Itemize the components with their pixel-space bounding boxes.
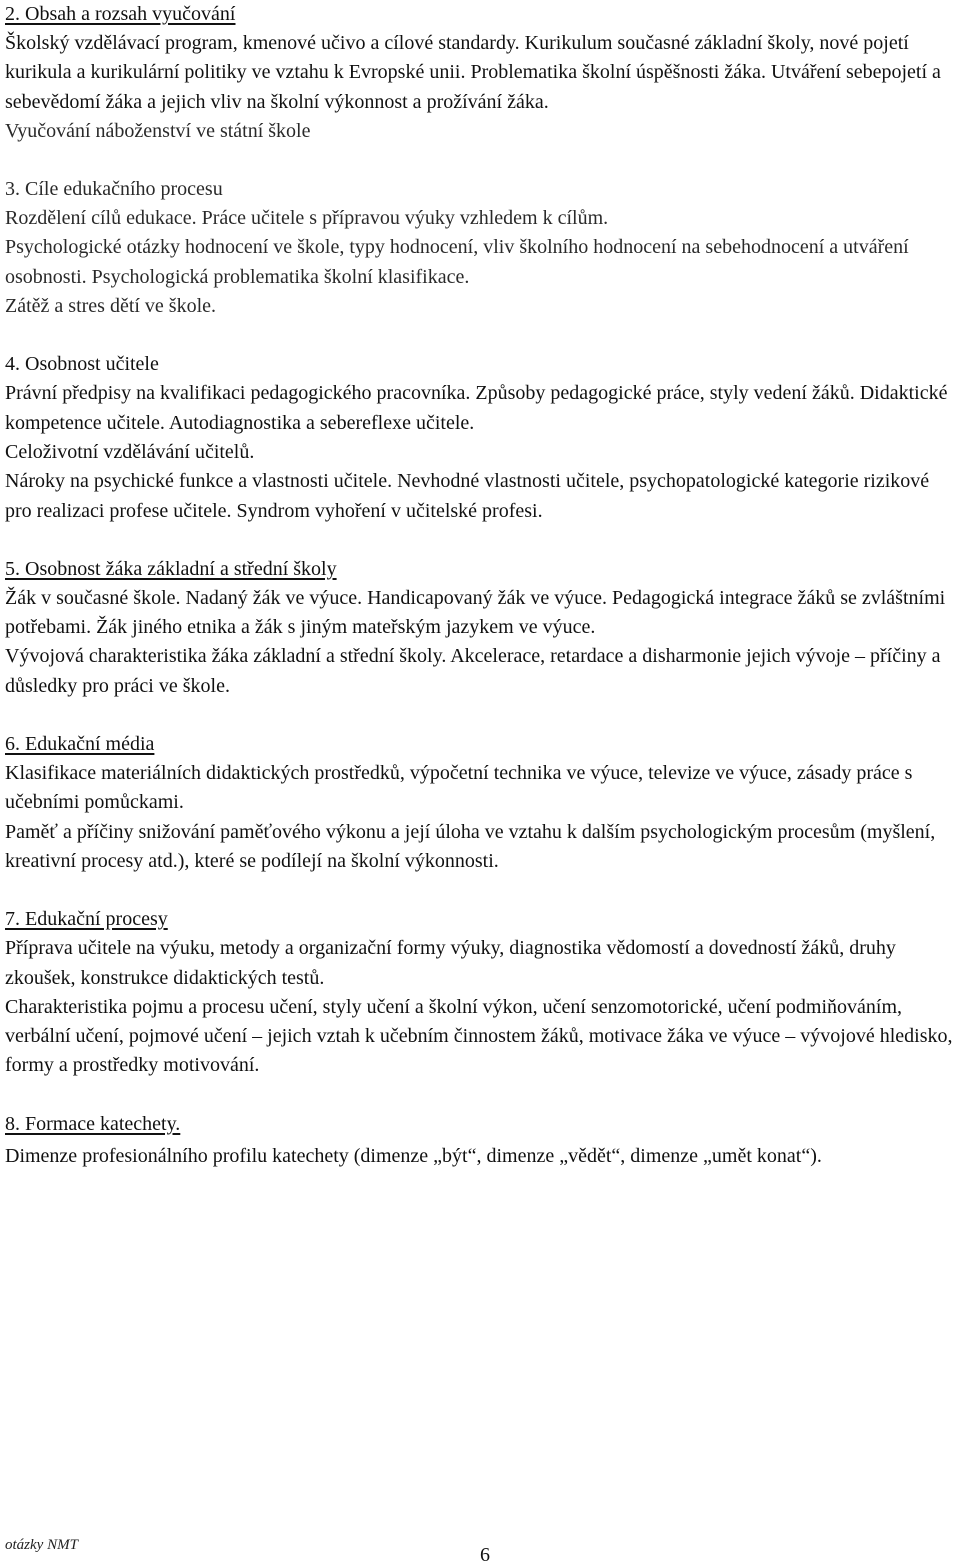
section-paragraph: Vyučování náboženství ve státní škole xyxy=(5,119,311,142)
section-8 xyxy=(5,1110,955,1173)
section-paragraph: Příprava učitele na výuku, metody a organizační formy výuky, diagnostika vědomostí a dovedností žáků, druhy zkoušek, konstrukce didaktických testů. xyxy=(5,937,896,989)
section-5 xyxy=(5,555,955,701)
page-number: 6 xyxy=(480,1544,490,1566)
section-3 xyxy=(5,175,955,321)
section-paragraph: Školský vzdělávací program, kmenové učivo a cílové standardy. Kurikulum současné základní školy, nové pojetí kurikula a kurikulární politiky ve vztahu k Evropské unii. Problematika školní úspěšnosti žáka. Utváření sebepojetí a sebevědomí žáka a jejich vliv na školní výkonnost a prožívání žáka. xyxy=(5,32,941,113)
section-paragraph: Klasifikace materiálních didaktických prostředků, výpočetní technika ve výuce, televize ve výuce, zásady práce s učebními pomůckami. xyxy=(5,762,913,814)
section-heading: 5. Osobnost žáka základní a střední školy xyxy=(5,557,337,580)
section-paragraph: Vývojová charakteristika žáka základní a střední školy. Akcelerace, retardace a disharmonie jejich vývoje – příčiny a důsledky pro práci ve škole. xyxy=(5,645,941,697)
section-paragraph: Celoživotní vzdělávání učitelů. xyxy=(5,440,255,463)
section-paragraph: Paměť a příčiny snižování paměťového výkonu a její úloha ve vztahu k dalším psychologickým procesům (myšlení, kreativní procesy atd.), které se podílejí na školní výkonnosti. xyxy=(5,820,936,872)
footer-label: otázky NMT xyxy=(5,1537,78,1553)
section-paragraph: Rozdělení cílů edukace. Práce učitele s přípravou výuky vzhledem k cílům. xyxy=(5,207,609,230)
section-heading: 4. Osobnost učitele xyxy=(5,353,159,376)
section-paragraph: Zátěž a stres dětí ve škole. xyxy=(5,295,217,318)
section-heading: 7. Edukační procesy xyxy=(5,908,168,931)
section-4 xyxy=(5,350,955,525)
section-paragraph: Právní předpisy na kvalifikaci pedagogického pracovníka. Způsoby pedagogické práce, styly vedení žáků. Didaktické kompetence učitele. Autodiagnostika a sebereflexe učitele. xyxy=(5,382,948,434)
section-7 xyxy=(5,905,955,1080)
section-heading: 3. Cíle edukačního procesu xyxy=(5,178,223,201)
section-heading: 6. Edukační média xyxy=(5,733,155,756)
section-paragraph: Nároky na psychické funkce a vlastnosti učitele. Nevhodné vlastnosti učitele, psychopatologické kategorie rizikové pro realizaci profese učitele. Syndrom vyhoření v učitelské profesi. xyxy=(5,470,930,522)
section-paragraph: Charakteristika pojmu a procesu učení, styly učení a školní výkon, učení senzomotorické, učení podmiňováním, verbální učení, pojmové učení – jejich vztah k učebním činnostem žáků, motivace žáka ve výuce – vývojové hledisko, formy a prostředky motivování. xyxy=(5,995,953,1077)
section-6 xyxy=(5,730,955,876)
section-paragraph: Žák v současné škole. Nadaný žák ve výuce. Handicapovaný žák ve výuce. Pedagogická integrace žáků se zvláštními potřebami. Žák jiného etnika a žák s jiným mateřským jazykem ve výuce. xyxy=(5,586,946,639)
section-paragraph: Dimenze profesionálního profilu katechety (dimenze „být“, dimenze „vědět“, dimenze „umět konat“). xyxy=(5,1144,822,1167)
section-paragraph: Psychologické otázky hodnocení ve škole, typy hodnocení, vliv školního hodnocení na sebehodnocení a utváření osobnosti. Psychologická problematika školní klasifikace. xyxy=(5,236,909,288)
section-heading: 2. Obsah a rozsah vyučování xyxy=(5,3,236,25)
document-page xyxy=(5,0,955,1173)
section-2 xyxy=(5,0,955,146)
section-heading: 8. Formace katechety. xyxy=(5,1112,181,1135)
